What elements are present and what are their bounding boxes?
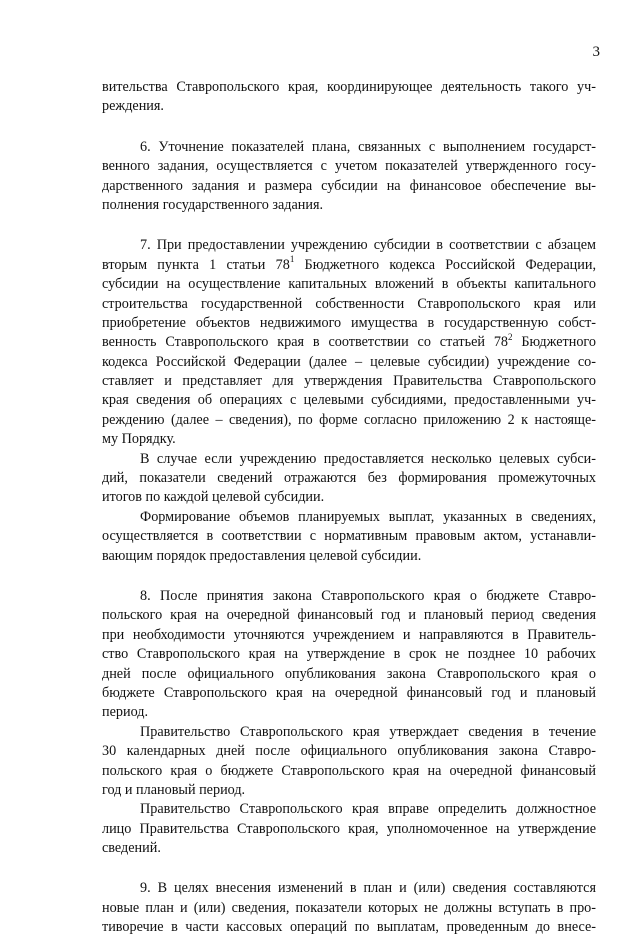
text-line: 9. В целях внесения изменений в план и (или) сведения составляются — [140, 880, 596, 897]
text-line: год и плановый период. — [102, 781, 246, 798]
text-line: лицо Правительства Ставропольского края, уполномоченное на утверждение — [102, 820, 596, 837]
text-line: дий, показатели сведений отражаются без формирования промежуточных — [102, 470, 596, 487]
document-body — [102, 78, 596, 938]
text-line: польского края о бюджете Ставропольского края на очередной финансовый — [102, 762, 596, 779]
text-line: 7. При предоставлении учреждению субсидии в соответствии с абзацем — [140, 237, 596, 254]
text-line: Формирование объемов планируемых выплат, указанных в сведениях, — [140, 508, 596, 525]
text-line: му Порядку. — [102, 431, 176, 448]
text-line: тиворечие в части кассовых операций по выплатам, проведенным до внесе- — [102, 919, 596, 936]
text-line: итогов по каждой целевой субсидии. — [102, 489, 325, 506]
text-line: при необходимости уточняются учреждением и направляются в Правитель- — [102, 626, 596, 643]
page-number: 3 — [592, 44, 600, 60]
text-line: период. — [102, 704, 149, 721]
paragraph-p7c — [102, 508, 596, 566]
paragraph-p8b — [102, 723, 596, 801]
text-line: дарственного задания и размера субсидии на финансовое обеспечение вы- — [102, 177, 596, 194]
text-line: 8. После принятия закона Ставропольского края о бюджете Ставро- — [140, 587, 596, 604]
text-line — [102, 333, 596, 352]
text-line: сведений. — [102, 840, 161, 857]
text-line: полнения государственного задания. — [102, 196, 324, 213]
text-line: вающим порядок предоставления целевой субсидии. — [102, 547, 422, 564]
line-text: венность Ставропольского края в соответствии со статьей 78 — [102, 334, 509, 351]
text-line: осуществляется в соответствии с нормативным правовым актом, устанавли- — [102, 528, 596, 545]
text-line: вительства Ставропольского края, координирующее деятельность такого уч- — [102, 79, 596, 95]
text-line: новые план и (или) сведения, показатели которых не должны вступать в про- — [102, 899, 596, 916]
text-line: 6. Уточнение показателей плана, связанных с выполнением государст- — [140, 138, 596, 155]
line-text: Бюджетного кодекса Российской Федерации, — [294, 256, 597, 273]
paragraph-p8c — [102, 800, 596, 858]
text-line: дней после официального опубликования закона Ставропольского края о — [102, 665, 596, 682]
text-line: реждения. — [102, 98, 164, 115]
text-line — [102, 256, 596, 275]
text-line: бюджете Ставропольского края на очередной финансовый год и плановый — [102, 684, 596, 701]
paragraph-p9 — [102, 879, 596, 937]
paragraph-p7b — [102, 450, 596, 508]
paragraph-gap — [102, 858, 596, 879]
article-superscript: 2 — [508, 331, 513, 342]
text-line: венного задания, осуществляется с учетом показателей утвержденного госу- — [102, 158, 596, 175]
line-text: Бюджетного — [512, 334, 596, 351]
text-line: субсидии на осуществление капитальных вложений в объекты капитального — [102, 276, 596, 293]
text-line: края сведения об операциях с целевыми субсидиями, предоставленными уч- — [102, 392, 596, 409]
text-line: кодекса Российской Федерации (далее – целевые субсидии) учреждение со- — [102, 353, 596, 370]
text-line: ставляет и представляет для утверждения Правительства Ставропольского — [102, 373, 596, 390]
article-superscript: 1 — [289, 254, 295, 264]
paragraph-p6 — [102, 138, 596, 216]
paragraph-gap — [102, 215, 596, 236]
text-line: 30 календарных дней после официального опубликования закона Ставро- — [102, 743, 596, 760]
paragraph-p7 — [102, 236, 596, 449]
line-text: вторым пункта 1 статьи 78 — [102, 256, 290, 273]
paragraph-gap — [102, 566, 596, 587]
text-line: приобретение объектов недвижимого имущества в государственную собст- — [102, 314, 596, 331]
text-line: ство Ставропольского края на утверждение в срок не позднее 10 рабочих — [102, 646, 596, 663]
paragraph-p-cont — [102, 78, 596, 117]
paragraph-gap — [102, 117, 596, 138]
text-line: польского края на очередной финансовый год и плановый период сведения — [102, 607, 596, 624]
text-line: строительства государственной собственности Ставропольского края или — [102, 295, 596, 312]
text-line: реждению (далее – сведения), по форме согласно приложению 2 к настояще- — [102, 411, 596, 428]
text-line: Правительство Ставропольского края утверждает сведения в течение — [140, 723, 596, 740]
text-line: В случае если учреждению предоставляется несколько целевых субси- — [140, 450, 596, 467]
text-line: Правительство Ставропольского края вправе определить должностное — [140, 801, 596, 818]
paragraph-p8 — [102, 587, 596, 723]
